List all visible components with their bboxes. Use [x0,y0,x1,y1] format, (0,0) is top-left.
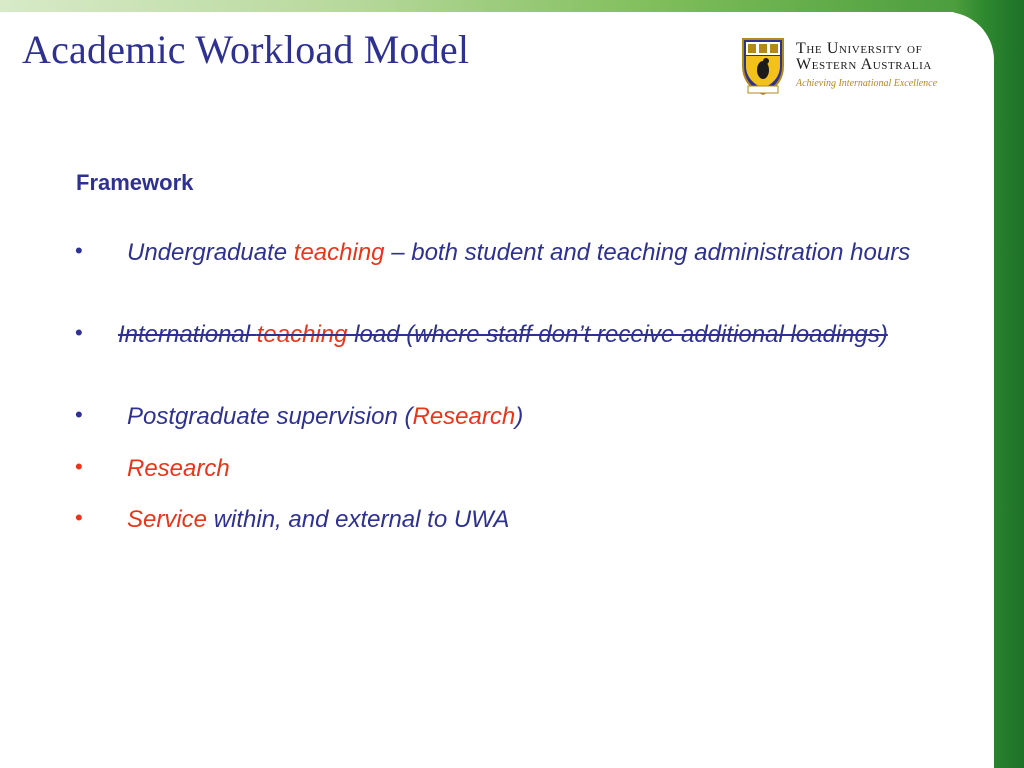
bullet-marker: • [75,505,83,530]
university-logo [740,36,960,98]
bullet-marker: • [75,402,83,427]
university-name-line1: The University of [796,40,923,57]
bullet-text: Research [127,455,230,482]
bullet-marker: • [75,454,83,479]
crest-icon [740,36,786,96]
university-name-line2: Western Australia [796,56,932,73]
bullet-text: Undergraduate teaching – both student and teaching administration hours [127,239,911,266]
content-panel [0,12,994,768]
bullet-text-struck: International teaching load (where staff don’t receive additional loadings) [118,321,888,348]
framework-heading: Framework [76,170,194,195]
bullet-marker: • [75,320,83,345]
bullet-marker: • [75,238,83,263]
top-decorative-bar [0,0,1024,12]
bullet-text: Service within, and external to UWA [127,506,510,533]
bullet-text: Postgraduate supervision (Research) [127,403,524,430]
university-tagline: Achieving International Excellence [796,78,938,89]
slide-title: Academic Workload Model [22,27,470,72]
